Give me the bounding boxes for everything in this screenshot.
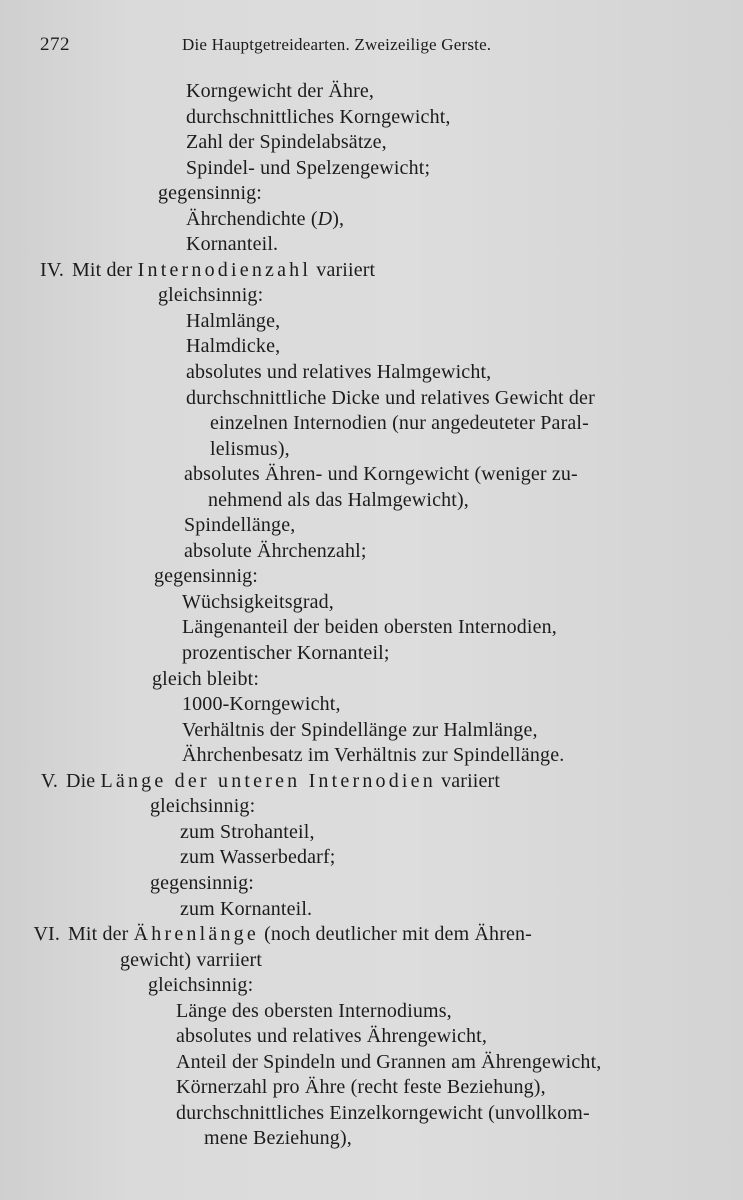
spaced-term: Internodienzahl [137,258,312,281]
text-line: mene Beziehung), [204,1127,352,1150]
text-line: einzelnen Internodien (nur angedeuteter Paral- [210,412,589,435]
page-header [0,34,743,58]
text-line: Wüchsigkeitsgrad, [182,590,334,613]
text-line: Kornanteil. [186,233,279,256]
text-line: absolutes Ähren- und Korngewicht (weniger zu- [184,463,578,486]
text-run: variiert [441,769,501,792]
text-line: durchschnittliches Korngewicht, [186,105,451,128]
text-line: absolutes und relatives Ährengewicht, [176,1025,488,1048]
relation-label: gleichsinnig: [158,284,264,307]
text-line: Ährchenbesatz im Verhältnis zur Spindellänge. [182,744,565,767]
text-line: nehmend als das Halmgewicht), [208,488,469,511]
text-line: Korngewicht der Ähre, [186,80,375,102]
text-line [0,207,743,233]
text-line: zum Wasserbedarf; [180,846,336,869]
page-number: 272 [40,34,70,55]
text-line: Anteil der Spindeln und Grannen am Ährengewicht, [176,1050,602,1073]
text-line: durchschnittliches Einzelkorngewicht (unvollkom- [176,1101,590,1124]
text-line: prozentischer Kornanteil; [182,642,390,665]
section-heading-vi [0,922,743,948]
text-line: Längenanteil der beiden obersten Internodien, [182,616,557,639]
text-line: Länge des obersten Internodiums, [176,999,452,1022]
text-line: absolute Ährchenzahl; [184,539,367,562]
text-run: Mit der [68,923,129,946]
text-line: Zahl der Spindelabsätze, [186,131,387,154]
text-line: Halmdicke, [186,335,281,358]
relation-label: gleich bleibt: [152,667,260,690]
text-run: Ährchendichte ( [186,207,318,230]
text-line: zum Kornanteil. [180,897,313,920]
page-body [0,79,743,1152]
text-line: zum Strohanteil, [180,820,315,843]
text-line: Verhältnis der Spindellänge zur Halmlänge, [182,718,538,741]
running-head: Die Hauptgetreidearten. Zweizeilige Gerste. [182,35,492,54]
text-line: Körnerzahl pro Ähre (recht feste Beziehung), [176,1076,546,1099]
relation-label: gleichsinnig: [150,795,256,818]
text-run: Mit der [72,258,133,281]
relation-label: gegensinnig: [158,182,263,205]
section-heading-iv [0,258,743,284]
spaced-term: Länge der unteren Internodien [100,769,436,792]
relation-label: gegensinnig: [154,565,259,588]
text-run: variiert [316,258,376,281]
text-run: ), [332,207,345,230]
text-run: Die [66,769,96,792]
spaced-term: Ährenlänge [133,923,259,946]
text-line: gewicht) varriiert [120,948,263,971]
symbol-d: D [317,207,333,230]
text-line: Spindel- und Spelzengewicht; [186,156,431,179]
text-line: absolutes und relatives Halmgewicht, [186,361,492,384]
relation-label: gleichsinnig: [148,974,254,997]
section-number: VI. [33,923,60,946]
text-line: Spindellänge, [184,514,296,537]
text-line: Halmlänge, [186,309,281,332]
text-line: lelismus), [210,437,290,460]
text-run: (noch deutlicher mit dem Ähren- [264,923,532,946]
section-number: V. [40,769,58,792]
text-line: durchschnittliche Dicke und relatives Gewicht der [186,386,595,409]
relation-label: gegensinnig: [150,871,255,894]
text-line: 1000-Korngewicht, [182,693,341,716]
section-number: IV. [40,258,64,281]
section-heading-v [0,769,743,795]
